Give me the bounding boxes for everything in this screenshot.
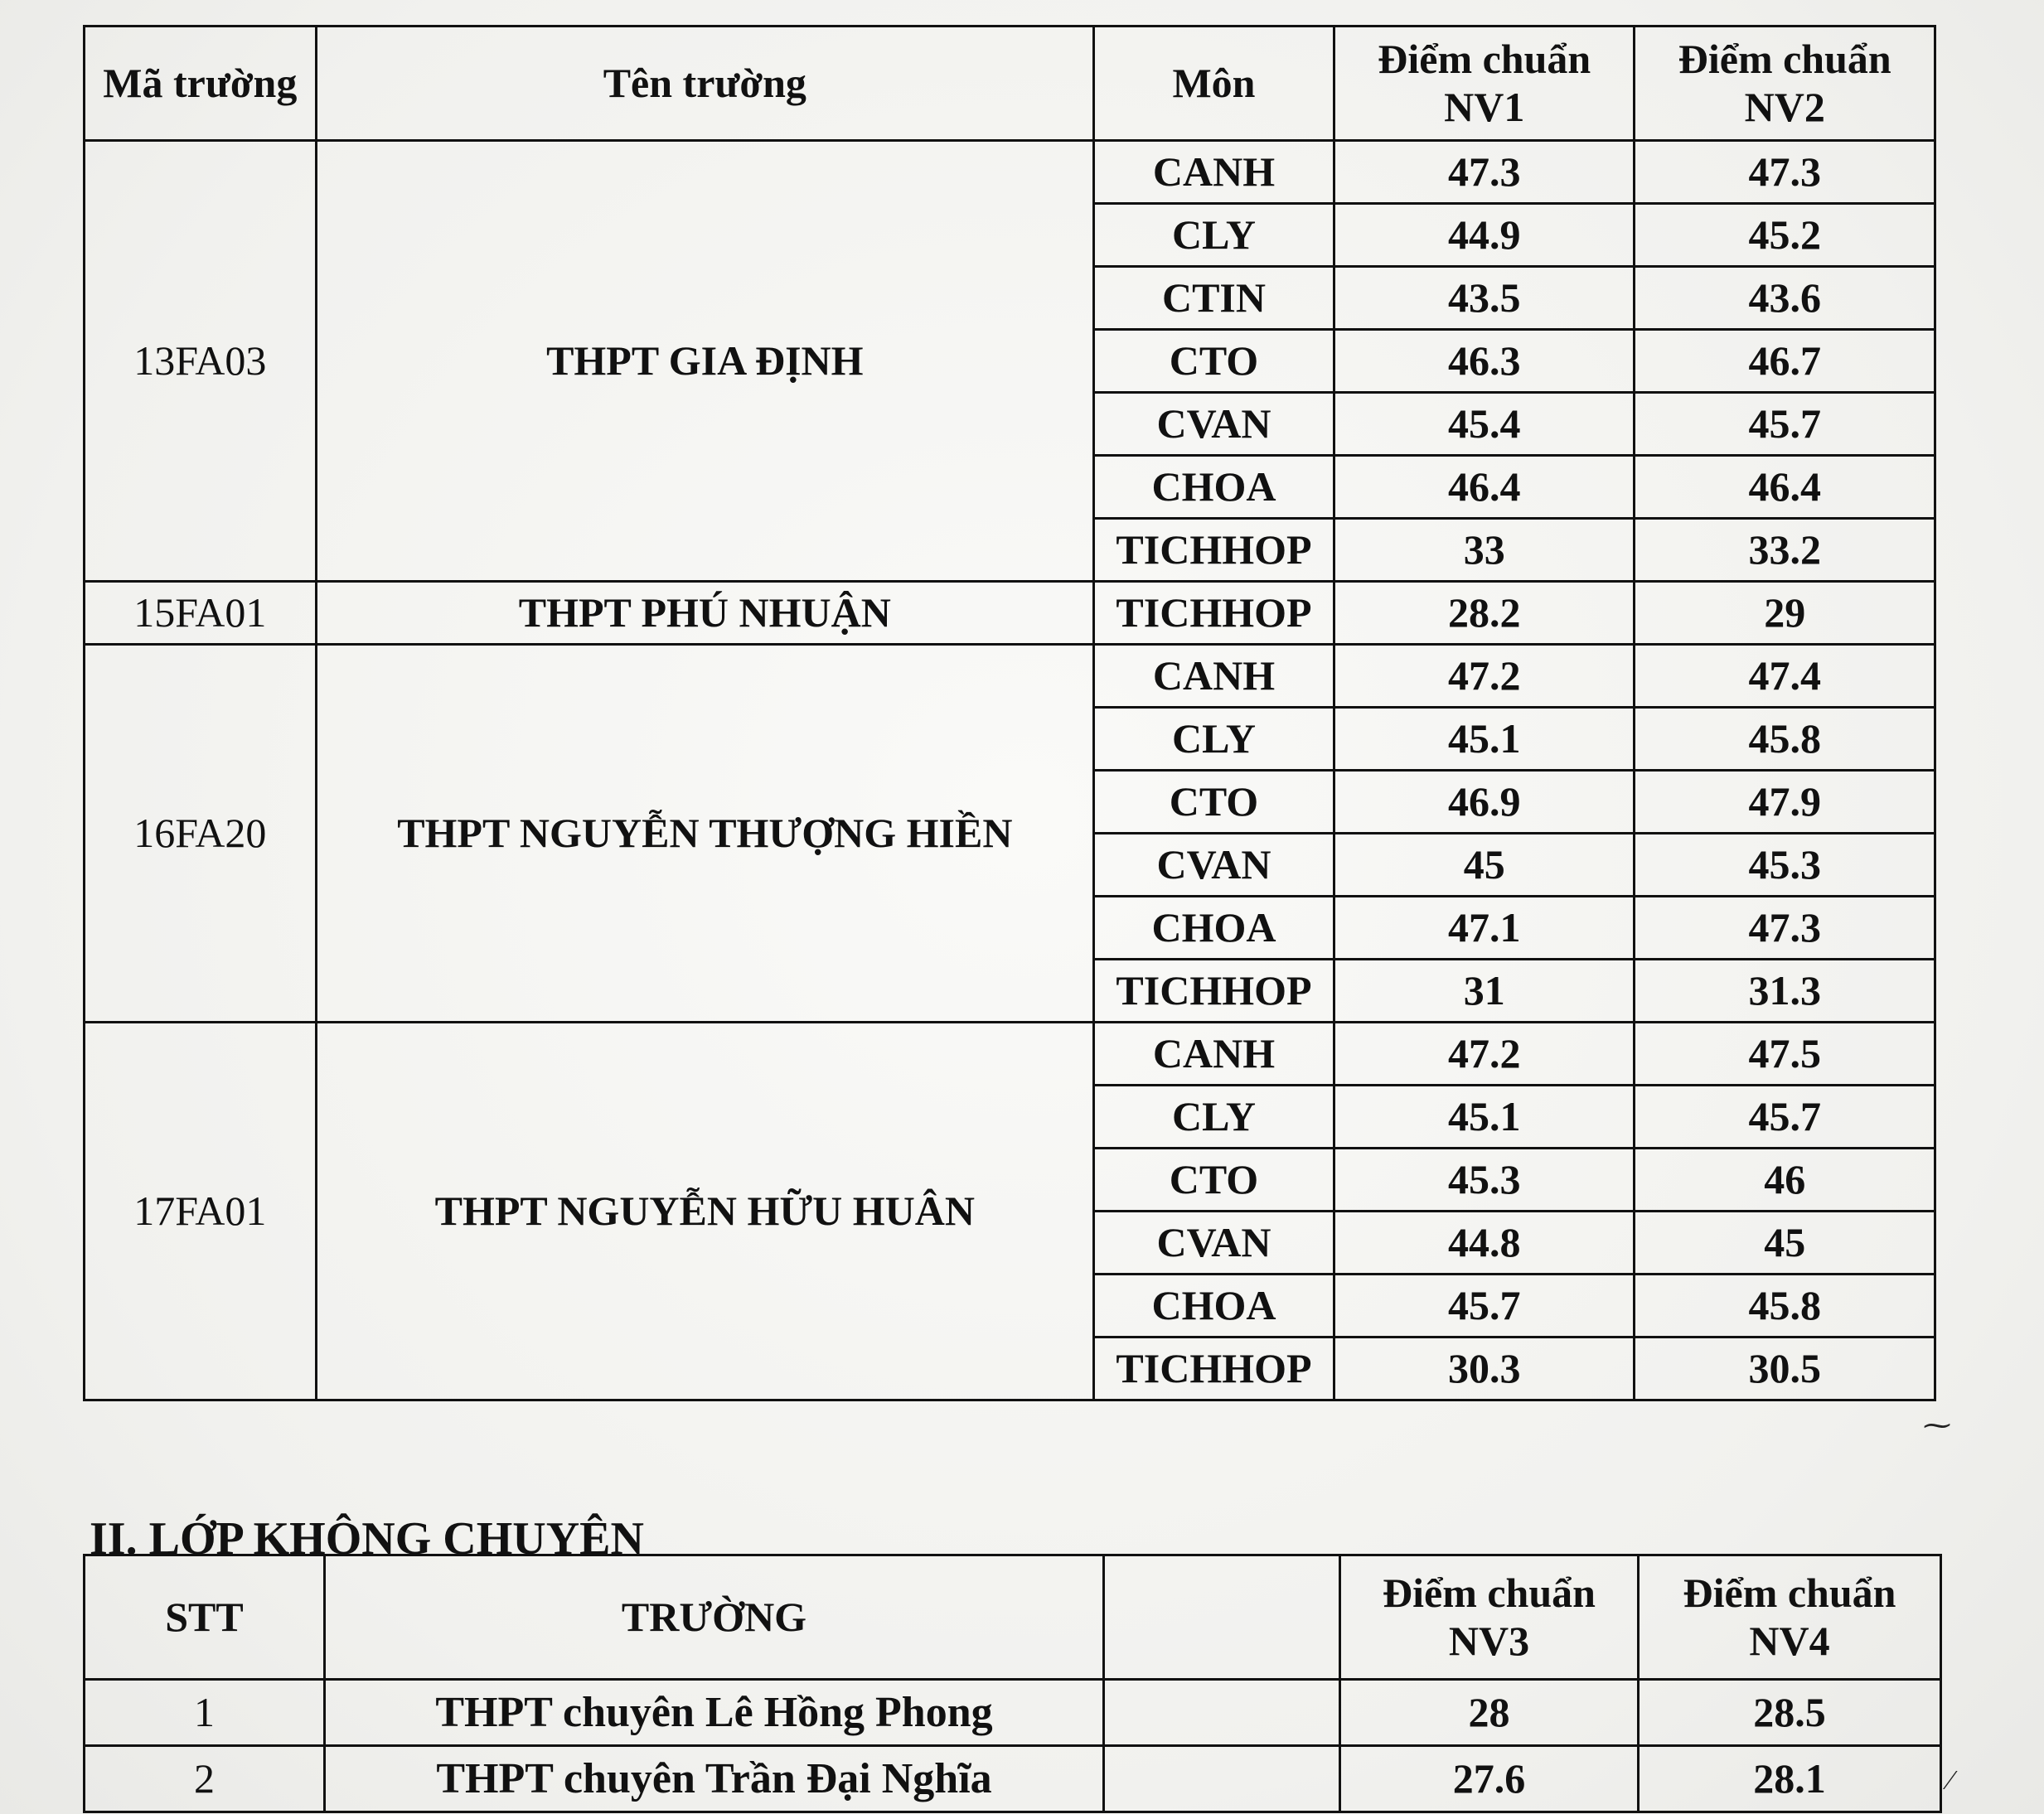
table2-body xyxy=(85,1555,1941,1812)
header-school-code: Mã trường xyxy=(85,27,317,141)
subject-cell: CVAN xyxy=(1093,393,1334,456)
nv2-cell: 45.8 xyxy=(1635,708,1935,771)
nv1-cell: 28.2 xyxy=(1334,582,1635,645)
nv1-cell: 45.4 xyxy=(1334,393,1635,456)
school-code-cell: 17FA01 xyxy=(85,1023,317,1400)
nv1-cell: 47.2 xyxy=(1334,645,1635,708)
nv1-cell: 47.1 xyxy=(1334,897,1635,960)
school-name-cell: THPT GIA ĐỊNH xyxy=(316,141,1093,582)
stt-cell: 2 xyxy=(85,1746,325,1812)
nv2-cell: 47.3 xyxy=(1635,141,1935,204)
nv1-cell: 43.5 xyxy=(1334,267,1635,330)
subject-cell: CVAN xyxy=(1093,1212,1334,1275)
subject-cell: TICHHOP xyxy=(1093,1338,1334,1400)
nv2-cell: 31.3 xyxy=(1635,960,1935,1023)
school-code-cell: 13FA03 xyxy=(85,141,317,582)
subject-cell: CLY xyxy=(1093,1086,1334,1149)
school-cell: THPT chuyên Trần Đại Nghĩa xyxy=(325,1746,1104,1812)
nv1-cell: 31 xyxy=(1334,960,1635,1023)
nv1-cell: 30.3 xyxy=(1334,1338,1635,1400)
nv1-cell: 45.7 xyxy=(1334,1275,1635,1338)
nv2-cell: 47.4 xyxy=(1635,645,1935,708)
subject-cell: TICHHOP xyxy=(1093,519,1334,582)
nv1-cell: 45.1 xyxy=(1334,1086,1635,1149)
nv3-cell: 27.6 xyxy=(1340,1746,1639,1812)
school-cell: THPT chuyên Lê Hồng Phong xyxy=(325,1680,1104,1746)
header-school: TRƯỜNG xyxy=(325,1555,1104,1680)
subject-cell: CLY xyxy=(1093,708,1334,771)
school-code-cell: 15FA01 xyxy=(85,582,317,645)
subject-cell: CANH xyxy=(1093,141,1334,204)
nv2-cell: 45 xyxy=(1635,1212,1935,1275)
nv1-cell: 45 xyxy=(1334,834,1635,897)
stt-cell: 1 xyxy=(85,1680,325,1746)
nv2-cell: 45.7 xyxy=(1635,393,1935,456)
nv2-cell: 45.7 xyxy=(1635,1086,1935,1149)
blank-cell xyxy=(1104,1746,1340,1812)
header-stt: STT xyxy=(85,1555,325,1680)
subject-cell: CHOA xyxy=(1093,1275,1334,1338)
header-blank xyxy=(1104,1555,1340,1680)
nv3-cell: 28 xyxy=(1340,1680,1639,1746)
subject-cell: CTO xyxy=(1093,330,1334,393)
subject-cell: CHOA xyxy=(1093,456,1334,519)
table-row xyxy=(85,141,1935,204)
school-name-cell: THPT NGUYỄN THƯỢNG HIỀN xyxy=(316,645,1093,1023)
header-cutoff-nv2: Điểm chuẩn NV2 xyxy=(1635,27,1935,141)
subject-cell: CANH xyxy=(1093,645,1334,708)
subject-cell: CANH xyxy=(1093,1023,1334,1086)
table-row xyxy=(85,1746,1941,1812)
nv2-cell: 45.8 xyxy=(1635,1275,1935,1338)
nv2-cell: 47.9 xyxy=(1635,771,1935,834)
scan-mark: ⁄ xyxy=(1948,1765,1953,1796)
nv2-cell: 45.3 xyxy=(1635,834,1935,897)
subject-cell: CTIN xyxy=(1093,267,1334,330)
nv2-cell: 43.6 xyxy=(1635,267,1935,330)
nv1-cell: 46.3 xyxy=(1334,330,1635,393)
school-name-cell: THPT NGUYỄN HỮU HUÂN xyxy=(316,1023,1093,1400)
subject-cell: CTO xyxy=(1093,1149,1334,1212)
nv2-cell: 47.5 xyxy=(1635,1023,1935,1086)
school-code-cell: 16FA20 xyxy=(85,645,317,1023)
table1-header-row xyxy=(85,27,1935,141)
subject-cell: TICHHOP xyxy=(1093,582,1334,645)
nv2-cell: 29 xyxy=(1635,582,1935,645)
nv2-cell: 46.7 xyxy=(1635,330,1935,393)
nv1-cell: 46.9 xyxy=(1334,771,1635,834)
section-title: II. LỚP KHÔNG CHUYÊN xyxy=(90,1513,644,1565)
header-school-name: Tên trường xyxy=(316,27,1093,141)
nv2-cell: 33.2 xyxy=(1635,519,1935,582)
header-subject: Môn xyxy=(1093,27,1334,141)
school-name-cell: THPT PHÚ NHUẬN xyxy=(316,582,1093,645)
subject-cell: CLY xyxy=(1093,204,1334,267)
header-cutoff-nv4: Điểm chuẩn NV4 xyxy=(1639,1555,1941,1680)
nv1-cell: 45.3 xyxy=(1334,1149,1635,1212)
nv1-cell: 45.1 xyxy=(1334,708,1635,771)
table2-header-row xyxy=(85,1555,1941,1680)
nv4-cell: 28.5 xyxy=(1639,1680,1941,1746)
nv2-cell: 45.2 xyxy=(1635,204,1935,267)
scan-mark: ⁓ xyxy=(1923,1410,1951,1441)
subject-cell: TICHHOP xyxy=(1093,960,1334,1023)
nv1-cell: 47.3 xyxy=(1334,141,1635,204)
nv1-cell: 46.4 xyxy=(1334,456,1635,519)
nv1-cell: 44.8 xyxy=(1334,1212,1635,1275)
nv2-cell: 47.3 xyxy=(1635,897,1935,960)
blank-cell xyxy=(1104,1680,1340,1746)
nv2-cell: 46.4 xyxy=(1635,456,1935,519)
subject-cell: CHOA xyxy=(1093,897,1334,960)
nv2-cell: 46 xyxy=(1635,1149,1935,1212)
header-cutoff-nv3: Điểm chuẩn NV3 xyxy=(1340,1555,1639,1680)
nv1-cell: 33 xyxy=(1334,519,1635,582)
table-row xyxy=(85,582,1935,645)
header-cutoff-nv1: Điểm chuẩn NV1 xyxy=(1334,27,1635,141)
table-row xyxy=(85,1023,1935,1086)
subject-cell: CTO xyxy=(1093,771,1334,834)
table-row xyxy=(85,1680,1941,1746)
specialized-class-cutoff-table xyxy=(83,25,1936,1401)
nv1-cell: 44.9 xyxy=(1334,204,1635,267)
table1-body xyxy=(85,27,1935,1400)
non-specialized-cutoff-table xyxy=(83,1554,1942,1813)
nv2-cell: 30.5 xyxy=(1635,1338,1935,1400)
table-row xyxy=(85,645,1935,708)
subject-cell: CVAN xyxy=(1093,834,1334,897)
nv1-cell: 47.2 xyxy=(1334,1023,1635,1086)
nv4-cell: 28.1 xyxy=(1639,1746,1941,1812)
